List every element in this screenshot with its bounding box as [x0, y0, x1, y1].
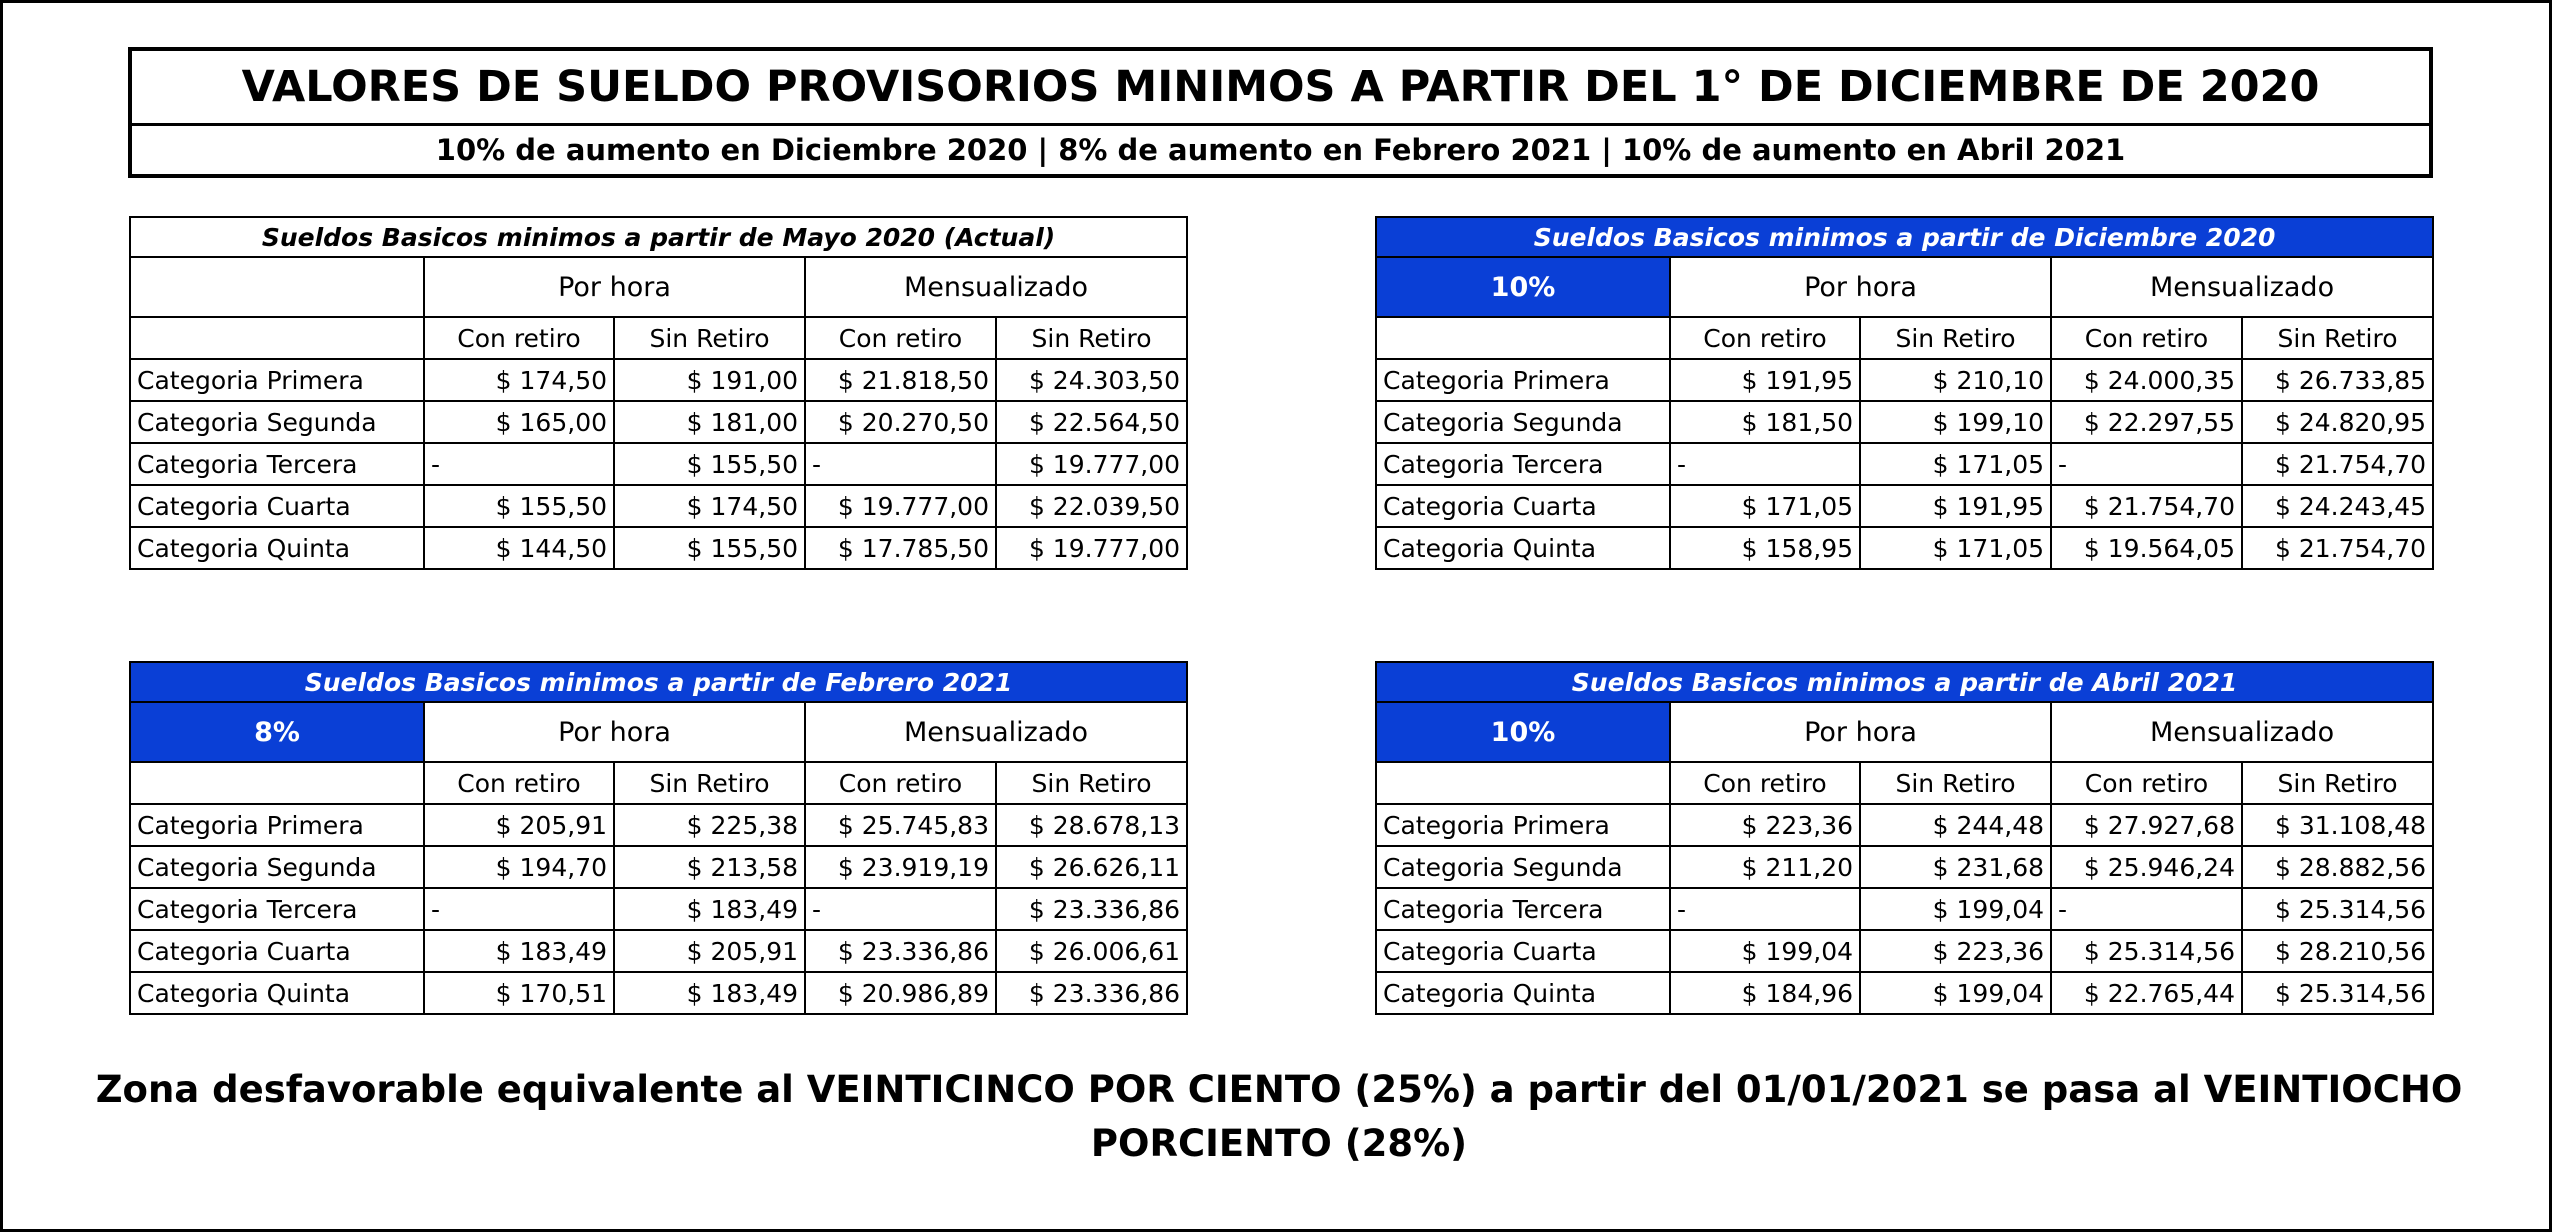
- group-header-por-hora: Por hora: [1670, 257, 2051, 317]
- value-cell: $ 17.785,50: [805, 527, 996, 569]
- subheader-sin-retiro: Sin Retiro: [2242, 317, 2433, 359]
- table-row: [130, 443, 1187, 485]
- category-label: Categoria Primera: [1376, 804, 1670, 846]
- value-cell: $ 22.765,44: [2051, 972, 2242, 1014]
- value-cell: -: [424, 888, 614, 930]
- value-cell: $ 211,20: [1670, 846, 1860, 888]
- category-label: Categoria Quinta: [1376, 972, 1670, 1014]
- subheader-empty: [130, 762, 424, 804]
- table-row: [1376, 930, 2433, 972]
- category-label: Categoria Primera: [1376, 359, 1670, 401]
- table-row: [130, 485, 1187, 527]
- table-row: [1376, 443, 2433, 485]
- value-cell: $ 22.564,50: [996, 401, 1187, 443]
- value-cell: $ 24.000,35: [2051, 359, 2242, 401]
- category-label: Categoria Cuarta: [1376, 930, 1670, 972]
- value-cell: $ 199,04: [1670, 930, 1860, 972]
- value-cell: $ 25.745,83: [805, 804, 996, 846]
- value-cell: $ 183,49: [614, 972, 805, 1014]
- value-cell: -: [424, 443, 614, 485]
- value-cell: $ 22.039,50: [996, 485, 1187, 527]
- salary-table-diciembre-2020: [1375, 216, 2434, 570]
- value-cell: $ 171,05: [1860, 527, 2051, 569]
- value-cell: $ 199,04: [1860, 888, 2051, 930]
- subheader-con-retiro: Con retiro: [424, 317, 614, 359]
- value-cell: $ 20.270,50: [805, 401, 996, 443]
- value-cell: $ 25.314,56: [2051, 930, 2242, 972]
- value-cell: $ 171,05: [1860, 443, 2051, 485]
- value-cell: -: [2051, 443, 2242, 485]
- table-row: [1376, 972, 2433, 1014]
- table-row: [130, 804, 1187, 846]
- category-label: Categoria Tercera: [130, 888, 424, 930]
- percent-badge: 8%: [130, 702, 424, 762]
- subheader-sin-retiro: Sin Retiro: [996, 317, 1187, 359]
- table-row: [130, 401, 1187, 443]
- value-cell: $ 244,48: [1860, 804, 2051, 846]
- category-label: Categoria Cuarta: [130, 930, 424, 972]
- value-cell: $ 27.927,68: [2051, 804, 2242, 846]
- value-cell: -: [1670, 443, 1860, 485]
- subheader-con-retiro: Con retiro: [805, 762, 996, 804]
- value-cell: $ 24.303,50: [996, 359, 1187, 401]
- value-cell: $ 181,50: [1670, 401, 1860, 443]
- value-cell: $ 26.006,61: [996, 930, 1187, 972]
- value-cell: $ 19.777,00: [805, 485, 996, 527]
- subheader-con-retiro: Con retiro: [2051, 762, 2242, 804]
- subheader-empty: [1376, 762, 1670, 804]
- value-cell: $ 199,10: [1860, 401, 2051, 443]
- subheader-con-retiro: Con retiro: [2051, 317, 2242, 359]
- value-cell: $ 21.818,50: [805, 359, 996, 401]
- value-cell: $ 223,36: [1860, 930, 2051, 972]
- category-label: Categoria Primera: [130, 359, 424, 401]
- subheader-empty: [130, 317, 424, 359]
- value-cell: $ 25.946,24: [2051, 846, 2242, 888]
- category-label: Categoria Cuarta: [130, 485, 424, 527]
- value-cell: $ 155,50: [424, 485, 614, 527]
- value-cell: -: [1670, 888, 1860, 930]
- table-row: [130, 846, 1187, 888]
- subheader-con-retiro: Con retiro: [424, 762, 614, 804]
- value-cell: $ 28.882,56: [2242, 846, 2433, 888]
- value-cell: $ 184,96: [1670, 972, 1860, 1014]
- page-title: VALORES DE SUELDO PROVISORIOS MINIMOS A PARTIR DEL 1° DE DICIEMBRE DE 2020: [132, 51, 2429, 126]
- group-header-por-hora: Por hora: [1670, 702, 2051, 762]
- table-row: [130, 527, 1187, 569]
- value-cell: $ 210,10: [1860, 359, 2051, 401]
- table-row: [1376, 401, 2433, 443]
- table-row: [1376, 846, 2433, 888]
- group-header-mensualizado: Mensualizado: [805, 257, 1187, 317]
- salary-table-abril-2021: [1375, 661, 2434, 1015]
- value-cell: $ 223,36: [1670, 804, 1860, 846]
- value-cell: $ 31.108,48: [2242, 804, 2433, 846]
- group-header-por-hora: Por hora: [424, 702, 805, 762]
- value-cell: $ 19.777,00: [996, 443, 1187, 485]
- value-cell: $ 19.564,05: [2051, 527, 2242, 569]
- value-cell: $ 26.626,11: [996, 846, 1187, 888]
- footer-note: [3, 1063, 2552, 1171]
- value-cell: $ 199,04: [1860, 972, 2051, 1014]
- table-row: [1376, 804, 2433, 846]
- value-cell: $ 183,49: [424, 930, 614, 972]
- value-cell: $ 23.919,19: [805, 846, 996, 888]
- table-row: [1376, 485, 2433, 527]
- value-cell: $ 205,91: [424, 804, 614, 846]
- page-subtitle: 10% de aumento en Diciembre 2020 | 8% de aumento en Febrero 2021 | 10% de aumento en Abril 2021: [435, 133, 2126, 167]
- category-label: Categoria Segunda: [1376, 846, 1670, 888]
- value-cell: $ 183,49: [614, 888, 805, 930]
- subheader-sin-retiro: Sin Retiro: [2242, 762, 2433, 804]
- value-cell: $ 144,50: [424, 527, 614, 569]
- value-cell: $ 231,68: [1860, 846, 2051, 888]
- value-cell: $ 191,95: [1670, 359, 1860, 401]
- footer-line-2: PORCIENTO (28%): [1090, 1122, 1468, 1165]
- group-header-mensualizado: Mensualizado: [2051, 702, 2433, 762]
- value-cell: $ 28.678,13: [996, 804, 1187, 846]
- group-header-mensualizado: Mensualizado: [805, 702, 1187, 762]
- value-cell: -: [805, 888, 996, 930]
- category-label: Categoria Quinta: [1376, 527, 1670, 569]
- subheader-empty: [1376, 317, 1670, 359]
- value-cell: $ 28.210,56: [2242, 930, 2433, 972]
- category-label: Categoria Segunda: [130, 401, 424, 443]
- value-cell: $ 174,50: [424, 359, 614, 401]
- table-row: [1376, 527, 2433, 569]
- table-heading: Sueldos Basicos minimos a partir de Abril 2021: [1376, 662, 2433, 702]
- table-heading: Sueldos Basicos minimos a partir de Febrero 2021: [130, 662, 1187, 702]
- subheader-con-retiro: Con retiro: [805, 317, 996, 359]
- table-row: [130, 930, 1187, 972]
- category-label: Categoria Tercera: [1376, 443, 1670, 485]
- value-cell: $ 158,95: [1670, 527, 1860, 569]
- subheader-sin-retiro: Sin Retiro: [614, 762, 805, 804]
- footer-line-1: Zona desfavorable equivalente al VEINTICINCO POR CIENTO (25%) a partir del 01/01/2021 se pasa al VEINTIOCHO: [95, 1068, 2463, 1111]
- value-cell: $ 20.986,89: [805, 972, 996, 1014]
- category-label: Categoria Cuarta: [1376, 485, 1670, 527]
- table-heading: Sueldos Basicos minimos a partir de Diciembre 2020: [1376, 217, 2433, 257]
- category-label: Categoria Quinta: [130, 972, 424, 1014]
- table-row: [130, 359, 1187, 401]
- subheader-sin-retiro: Sin Retiro: [1860, 762, 2051, 804]
- value-cell: $ 23.336,86: [996, 972, 1187, 1014]
- subheader-con-retiro: Con retiro: [1670, 317, 1860, 359]
- value-cell: $ 21.754,70: [2242, 443, 2433, 485]
- category-label: Categoria Tercera: [130, 443, 424, 485]
- value-cell: $ 194,70: [424, 846, 614, 888]
- table-row: [130, 972, 1187, 1014]
- value-cell: $ 213,58: [614, 846, 805, 888]
- value-cell: $ 165,00: [424, 401, 614, 443]
- value-cell: $ 155,50: [614, 527, 805, 569]
- value-cell: $ 23.336,86: [996, 888, 1187, 930]
- category-label: Categoria Primera: [130, 804, 424, 846]
- category-label: Categoria Quinta: [130, 527, 424, 569]
- value-cell: $ 21.754,70: [2051, 485, 2242, 527]
- salary-table-febrero-2021: [129, 661, 1188, 1015]
- value-cell: $ 21.754,70: [2242, 527, 2433, 569]
- subheader-sin-retiro: Sin Retiro: [996, 762, 1187, 804]
- value-cell: $ 155,50: [614, 443, 805, 485]
- value-cell: $ 24.243,45: [2242, 485, 2433, 527]
- subheader-sin-retiro: Sin Retiro: [1860, 317, 2051, 359]
- value-cell: $ 171,05: [1670, 485, 1860, 527]
- value-cell: $ 26.733,85: [2242, 359, 2433, 401]
- value-cell: $ 191,95: [1860, 485, 2051, 527]
- category-label: Categoria Segunda: [130, 846, 424, 888]
- subheader-con-retiro: Con retiro: [1670, 762, 1860, 804]
- value-cell: -: [2051, 888, 2242, 930]
- table-row: [1376, 359, 2433, 401]
- group-header-mensualizado: Mensualizado: [2051, 257, 2433, 317]
- salary-table-mayo-2020: [129, 216, 1188, 570]
- value-cell: -: [805, 443, 996, 485]
- table-row: [130, 888, 1187, 930]
- value-cell: $ 23.336,86: [805, 930, 996, 972]
- value-cell: $ 25.314,56: [2242, 972, 2433, 1014]
- table-heading: Sueldos Basicos minimos a partir de Mayo 2020 (Actual): [130, 217, 1187, 257]
- value-cell: $ 22.297,55: [2051, 401, 2242, 443]
- category-label: Categoria Segunda: [1376, 401, 1670, 443]
- value-cell: $ 19.777,00: [996, 527, 1187, 569]
- value-cell: $ 205,91: [614, 930, 805, 972]
- category-label: Categoria Tercera: [1376, 888, 1670, 930]
- value-cell: $ 191,00: [614, 359, 805, 401]
- value-cell: $ 174,50: [614, 485, 805, 527]
- percent-cell: [130, 257, 424, 317]
- value-cell: $ 25.314,56: [2242, 888, 2433, 930]
- title-box: [128, 47, 2433, 178]
- subheader-sin-retiro: Sin Retiro: [614, 317, 805, 359]
- percent-badge: 10%: [1376, 702, 1670, 762]
- value-cell: $ 24.820,95: [2242, 401, 2433, 443]
- value-cell: $ 225,38: [614, 804, 805, 846]
- table-row: [1376, 888, 2433, 930]
- percent-badge: 10%: [1376, 257, 1670, 317]
- value-cell: $ 170,51: [424, 972, 614, 1014]
- value-cell: $ 181,00: [614, 401, 805, 443]
- group-header-por-hora: Por hora: [424, 257, 805, 317]
